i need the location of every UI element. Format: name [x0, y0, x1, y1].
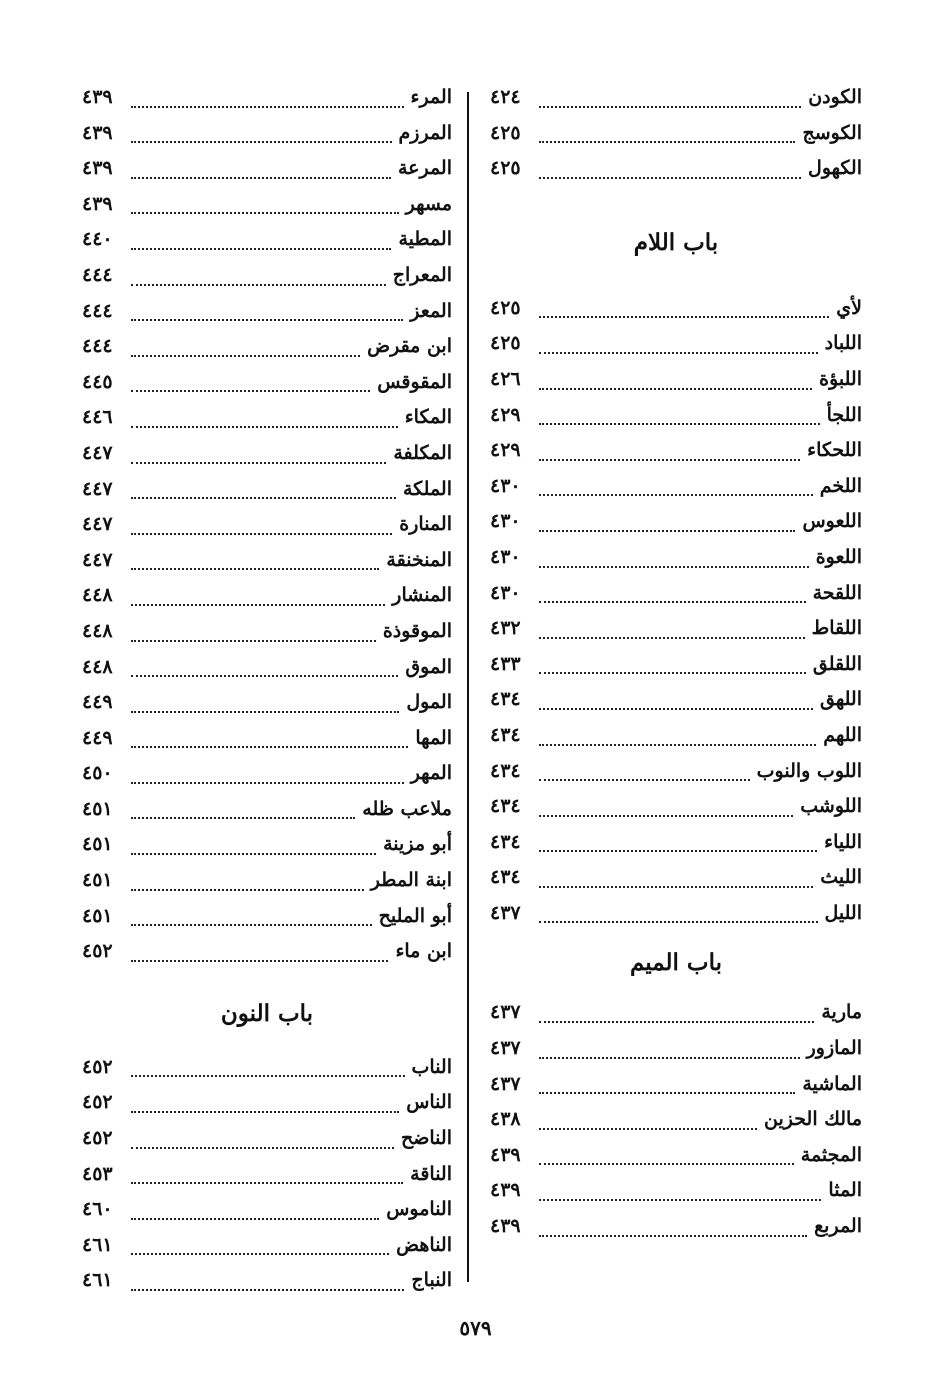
entry-page-number: ٤٣٢: [490, 617, 521, 640]
entry-page-number: ٤٥٢: [82, 1055, 113, 1078]
entry-term: المعراج: [392, 263, 452, 286]
entry-term: الناهض: [396, 1233, 452, 1256]
dot-leader: [131, 497, 396, 499]
entry-group: [490, 291, 862, 932]
entry-page-number: ٤٣٣: [490, 652, 521, 675]
entry-term: الناموس: [386, 1198, 452, 1221]
entry-page-number: ٤٣٤: [490, 688, 521, 711]
index-entry: [82, 365, 452, 401]
index-entry: [82, 614, 452, 650]
index-entry: [82, 756, 452, 792]
dot-leader: [539, 388, 812, 390]
entry-page-number: ٤٣٠: [490, 545, 521, 568]
entry-term: اللهق: [820, 688, 862, 711]
dot-leader: [539, 1128, 757, 1130]
entry-page-number: ٤٤٩: [82, 691, 113, 714]
entry-page-number: ٤٦٠: [82, 1198, 113, 1221]
index-entry: [82, 934, 452, 970]
entry-group: [490, 80, 862, 187]
dot-leader: [539, 708, 813, 710]
index-entry: [82, 721, 452, 757]
index-entry: [82, 1085, 452, 1121]
index-entry: [490, 647, 862, 683]
entry-page-number: ٤٣٧: [490, 901, 521, 924]
dot-leader: [539, 459, 800, 461]
entry-term: الملكة: [402, 477, 452, 500]
dot-leader: [539, 672, 806, 674]
entry-page-number: ٤٥١: [82, 904, 113, 927]
entry-term: اللحكاء: [807, 439, 862, 462]
entry-term: لأي: [836, 296, 862, 319]
entry-term: المنشار: [392, 584, 452, 607]
index-entry: [82, 578, 452, 614]
dot-leader: [539, 1199, 821, 1201]
dot-leader: [131, 568, 379, 570]
entry-term: اللعوس: [802, 510, 862, 533]
entry-term: المطية: [398, 228, 452, 251]
entry-term: النباج: [411, 1269, 452, 1292]
index-entry: [490, 789, 862, 825]
section-heading-mim: باب الميم: [629, 949, 722, 977]
entry-page-number: ٤٤٤: [82, 263, 113, 286]
index-entry: [82, 400, 452, 436]
index-entry: [82, 1050, 452, 1086]
dot-leader: [131, 1147, 394, 1149]
dot-leader: [131, 604, 385, 606]
index-entry: [490, 611, 862, 647]
index-entry: [82, 258, 452, 294]
entry-term: المرزم: [398, 121, 452, 144]
dot-leader: [131, 355, 360, 357]
entry-page-number: ٤٢٥: [490, 121, 521, 144]
index-entry: [490, 80, 862, 116]
entry-term: المها: [415, 726, 452, 749]
entry-page-number: ٤٤٥: [82, 370, 113, 393]
entry-term: اللقحة: [812, 581, 862, 604]
entry-page-number: ٤٤٧: [82, 548, 113, 571]
dot-leader: [539, 1057, 800, 1059]
dot-leader: [539, 1021, 814, 1023]
index-entry: [82, 80, 452, 116]
entry-page-number: ٤٣٨: [490, 1108, 521, 1131]
entry-page-number: ٤٥١: [82, 833, 113, 856]
entry-term: المنخنقة: [386, 548, 452, 571]
index-entry: [490, 1067, 862, 1103]
entry-term: اللياء: [824, 830, 862, 853]
index-entry: [490, 398, 862, 434]
index-entry: [490, 718, 862, 754]
entry-page-number: ٤٥١: [82, 797, 113, 820]
dot-leader: [539, 850, 817, 852]
section-heading-nun: باب النون: [220, 999, 314, 1027]
dot-leader: [131, 960, 388, 962]
index-entry: [490, 1173, 862, 1209]
dot-leader: [131, 284, 386, 286]
index-entry: [82, 543, 452, 579]
entry-term: المنارة: [399, 513, 452, 536]
entry-page-number: ٤٢٩: [490, 403, 521, 426]
dot-leader: [131, 924, 372, 926]
index-entry: [82, 222, 452, 258]
entry-page-number: ٤٤٤: [82, 335, 113, 358]
index-column-right: [490, 80, 862, 1245]
index-entry: [490, 995, 862, 1031]
entry-term: اللجأ: [826, 403, 862, 426]
dot-leader: [539, 886, 813, 888]
entry-page-number: ٤٣٠: [490, 474, 521, 497]
dot-leader: [131, 1075, 405, 1077]
entry-group: [82, 1050, 452, 1299]
entry-page-number: ٤٣٩: [490, 1143, 521, 1166]
index-entry: [490, 504, 862, 540]
index-entry: [82, 294, 452, 330]
entry-page-number: ٤٣٤: [490, 866, 521, 889]
entry-page-number: ٤٣٧: [490, 1001, 521, 1024]
index-entry: [82, 1157, 452, 1193]
entry-page-number: ٤٣٩: [82, 192, 113, 215]
index-entry: [490, 1031, 862, 1067]
entry-page-number: ٤٤٧: [82, 477, 113, 500]
entry-term: مسهر: [405, 192, 452, 215]
entry-page-number: ٤٥٠: [82, 762, 113, 785]
index-entry: [82, 899, 452, 935]
entry-page-number: ٤٣٧: [490, 1072, 521, 1095]
entry-page-number: ٤٣٩: [82, 121, 113, 144]
dot-leader: [131, 462, 386, 464]
entry-page-number: ٤٤٨: [82, 619, 113, 642]
index-entry: [82, 685, 452, 721]
dot-leader: [539, 106, 801, 108]
entry-page-number: ٤٥٢: [82, 1091, 113, 1114]
index-entry: [82, 1192, 452, 1228]
dot-leader: [539, 566, 809, 568]
dot-leader: [131, 1289, 404, 1291]
dot-leader: [131, 853, 376, 855]
index-entry: [490, 860, 862, 896]
index-entry: [82, 507, 452, 543]
entry-term: اللوشب: [800, 795, 862, 818]
entry-page-number: ٤٣٤: [490, 830, 521, 853]
entry-page-number: ٤٤٠: [82, 228, 113, 251]
entry-term: ابن ماء: [395, 940, 452, 963]
entry-term: المجثمة: [800, 1143, 862, 1166]
entry-page-number: ٤٥٢: [82, 1127, 113, 1150]
index-entry: [490, 362, 862, 398]
entry-page-number: ٤٥٣: [82, 1162, 113, 1185]
dot-leader: [539, 815, 793, 817]
dot-leader: [131, 212, 399, 214]
entry-page-number: ٤٦١: [82, 1233, 113, 1256]
entry-term: اللوب والنوب: [756, 759, 862, 782]
entry-term: المكلفة: [393, 441, 452, 464]
index-entry: [490, 116, 862, 152]
entry-term: اللقلق: [812, 652, 862, 675]
index-entry: [82, 329, 452, 365]
entry-page-number: ٤٣٠: [490, 581, 521, 604]
dot-leader: [539, 744, 816, 746]
page-number: ٥٧٩: [459, 1316, 492, 1340]
entry-term: الموقوذة: [382, 619, 452, 642]
entry-term: مالك الحزين: [764, 1108, 862, 1131]
entry-term: الكوسج: [802, 121, 862, 144]
dot-leader: [539, 921, 818, 923]
entry-term: المربع: [814, 1215, 862, 1238]
entry-page-number: ٤٢٦: [490, 367, 521, 390]
index-entry: [82, 187, 452, 223]
entry-page-number: ٤٣٩: [490, 1215, 521, 1238]
entry-term: أبو المليح: [378, 904, 452, 927]
index-entry: [82, 650, 452, 686]
entry-page-number: ٤٥١: [82, 869, 113, 892]
entry-page-number: ٤٤٩: [82, 726, 113, 749]
dot-leader: [539, 316, 829, 318]
index-entry: [82, 151, 452, 187]
index-entry: [490, 1209, 862, 1245]
section-heading-lam: باب اللام: [633, 228, 719, 256]
dot-leader: [539, 141, 795, 143]
entry-page-number: ٤٥٢: [82, 940, 113, 963]
entry-term: المكاء: [404, 406, 452, 429]
entry-term: اللبؤة: [819, 367, 862, 390]
entry-group: [490, 995, 862, 1244]
entry-page-number: ٤٣٧: [490, 1037, 521, 1060]
entry-term: الليل: [824, 901, 862, 924]
index-entry: [490, 326, 862, 362]
dot-leader: [131, 141, 392, 143]
dot-leader: [539, 530, 795, 532]
index-entry: [82, 116, 452, 152]
entry-term: اللقاط: [811, 617, 862, 640]
dot-leader: [131, 640, 376, 642]
index-entry: [82, 1121, 452, 1157]
dot-leader: [131, 746, 408, 748]
index-entry: [490, 433, 862, 469]
dot-leader: [131, 319, 403, 321]
entry-term: المهر: [410, 762, 452, 785]
entry-term: الكودن: [808, 86, 862, 108]
entry-term: الكهول: [808, 157, 862, 180]
entry-page-number: ٤٢٥: [490, 157, 521, 180]
entry-term: ابنة المطر: [370, 869, 452, 892]
entry-term: اللعوة: [815, 545, 862, 568]
entry-page-number: ٤٤٧: [82, 513, 113, 536]
entry-page-number: ٤٣٤: [490, 723, 521, 746]
entry-term: الناضح: [401, 1127, 452, 1150]
dot-leader: [539, 352, 818, 354]
entry-term: الناقة: [410, 1162, 452, 1185]
entry-page-number: ٤٣٤: [490, 795, 521, 818]
dot-leader: [131, 248, 391, 250]
entry-term: المازور: [806, 1037, 862, 1060]
index-entry: [82, 472, 452, 508]
entry-term: المقوقس: [377, 370, 452, 393]
dot-leader: [131, 177, 391, 179]
dot-leader: [131, 426, 398, 428]
entry-page-number: ٤٢٩: [490, 439, 521, 462]
column-divider: [467, 92, 469, 1282]
index-entry: [490, 896, 862, 932]
entry-term: مارية: [821, 1001, 862, 1024]
dot-leader: [539, 779, 750, 781]
dot-leader: [539, 1235, 807, 1237]
entry-term: المرعة: [397, 157, 452, 180]
index-entry: [490, 1138, 862, 1174]
dot-leader: [131, 390, 370, 392]
entry-page-number: ٤٢٥: [490, 296, 521, 319]
entry-page-number: ٤٣٩: [82, 157, 113, 180]
entry-page-number: ٤٤٨: [82, 655, 113, 678]
index-entry: [82, 792, 452, 828]
entry-term: ابن مقرض: [367, 335, 452, 358]
dot-leader: [539, 177, 801, 179]
index-entry: [490, 540, 862, 576]
entry-page-number: ٤٤٨: [82, 584, 113, 607]
entry-page-number: ٤٣٠: [490, 510, 521, 533]
entry-term: الناب: [411, 1055, 452, 1078]
index-entry: [490, 576, 862, 612]
entry-term: المرء: [410, 86, 452, 108]
dot-leader: [539, 1092, 795, 1094]
entry-term: الليث: [820, 866, 862, 889]
dot-leader: [131, 106, 404, 108]
entry-term: الناس: [406, 1091, 452, 1114]
dot-leader: [131, 533, 392, 535]
entry-term: المول: [406, 691, 452, 714]
index-entry: [82, 436, 452, 472]
entry-page-number: ٤٢٤: [490, 86, 521, 108]
index-entry: [82, 827, 452, 863]
index-entry: [490, 754, 862, 790]
entry-term: أبو مزينة: [383, 833, 452, 856]
dot-leader: [131, 817, 355, 819]
index-entry: [490, 1102, 862, 1138]
dot-leader: [539, 494, 813, 496]
entry-group: [82, 80, 452, 970]
index-entry: [490, 469, 862, 505]
index-entry: [490, 291, 862, 327]
dot-leader: [539, 601, 806, 603]
dot-leader: [131, 782, 404, 784]
dot-leader: [131, 1111, 399, 1113]
dot-leader: [539, 1163, 794, 1165]
index-entry: [82, 1228, 452, 1264]
dot-leader: [539, 423, 820, 425]
index-entry: [82, 1263, 452, 1299]
entry-term: اللخم: [819, 474, 862, 497]
entry-term: المعز: [410, 299, 452, 322]
entry-term: المثا: [828, 1179, 862, 1202]
entry-term: اللهم: [823, 723, 862, 746]
dot-leader: [131, 889, 364, 891]
index-entry: [490, 151, 862, 187]
dot-leader: [131, 1182, 403, 1184]
index-entry: [490, 682, 862, 718]
entry-page-number: ٤٣٩: [490, 1179, 521, 1202]
entry-page-number: ٤٦١: [82, 1269, 113, 1292]
entry-page-number: ٤٣٩: [82, 86, 113, 108]
entry-term: ملاعب ظله: [362, 797, 452, 820]
index-entry: [82, 863, 452, 899]
entry-page-number: ٤٣٤: [490, 759, 521, 782]
index-column-left: [82, 80, 452, 1299]
entry-term: الموق: [405, 655, 452, 678]
dot-leader: [131, 675, 398, 677]
entry-page-number: ٤٢٥: [490, 332, 521, 355]
entry-term: الماشية: [802, 1072, 862, 1095]
entry-term: اللباد: [824, 332, 862, 355]
dot-leader: [131, 711, 399, 713]
dot-leader: [539, 637, 805, 639]
dot-leader: [131, 1218, 379, 1220]
entry-page-number: ٤٤٦: [82, 406, 113, 429]
dot-leader: [131, 1253, 389, 1255]
entry-page-number: ٤٤٤: [82, 299, 113, 322]
index-entry: [490, 825, 862, 861]
entry-page-number: ٤٤٧: [82, 441, 113, 464]
